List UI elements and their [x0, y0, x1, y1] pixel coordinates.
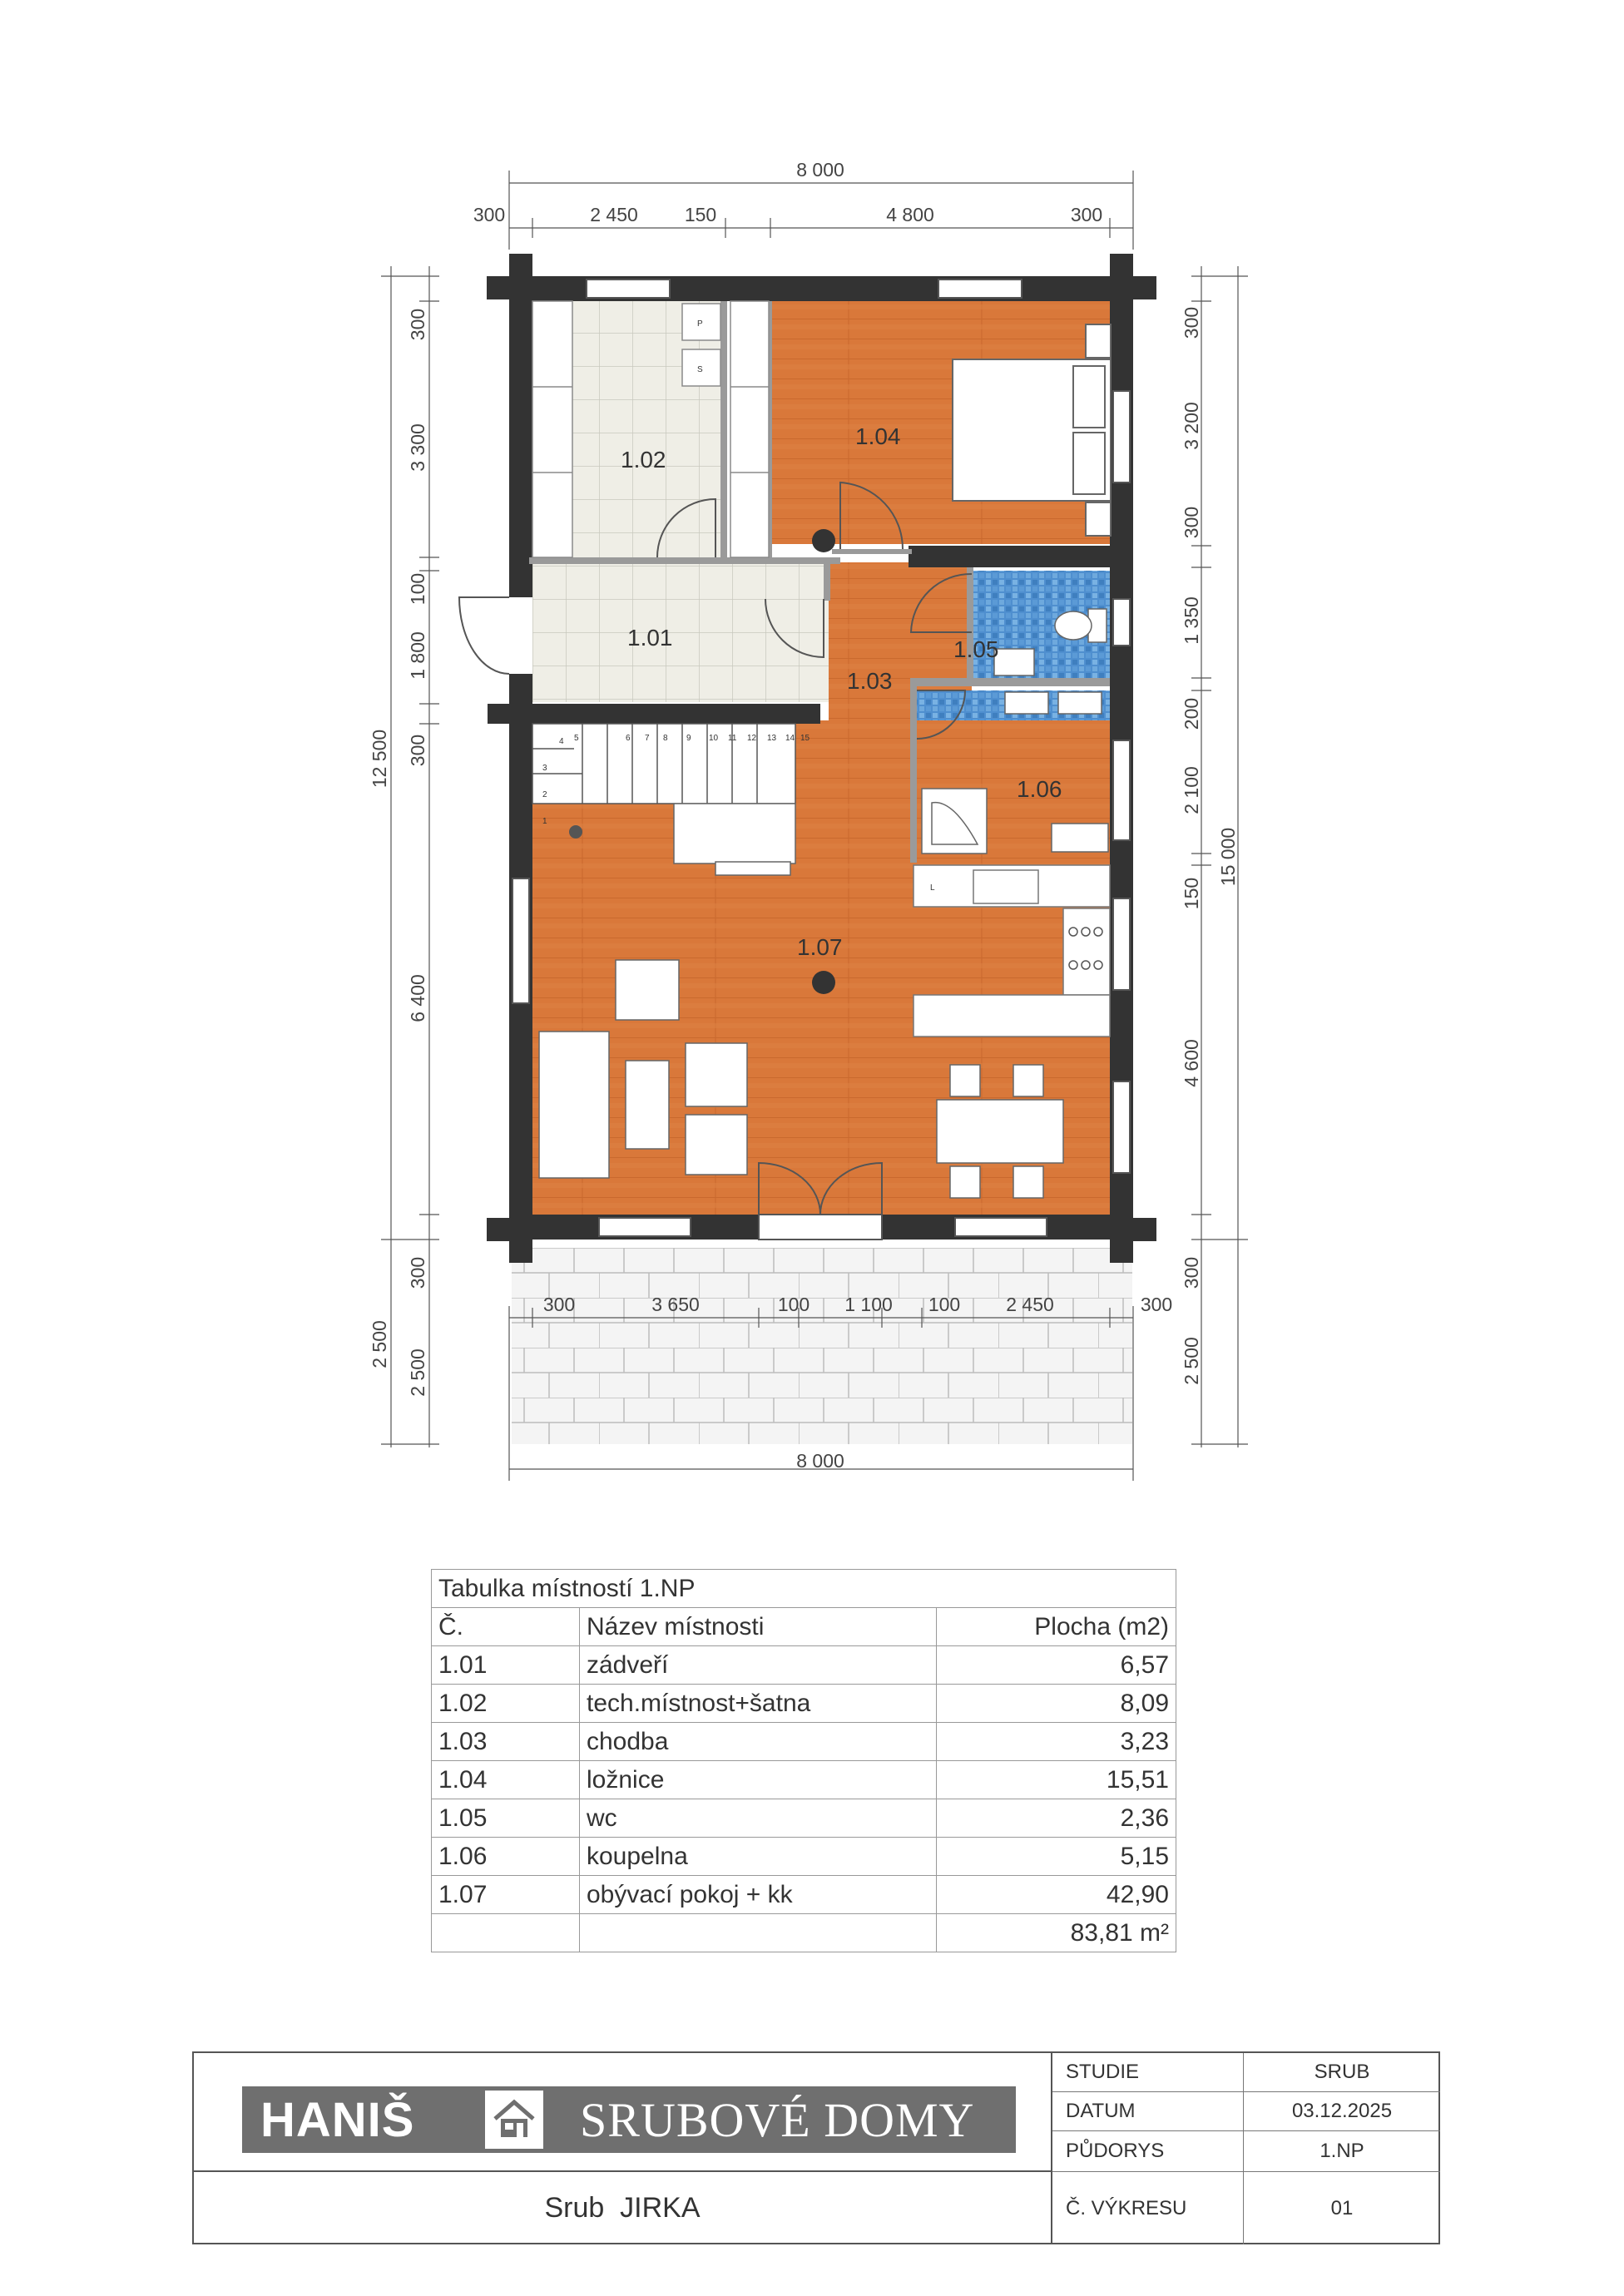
room-area: 8,09 — [937, 1685, 1176, 1723]
svg-text:7: 7 — [645, 734, 650, 743]
room-area: 2,36 — [937, 1799, 1176, 1838]
wc-basin — [994, 649, 1034, 675]
entrance-door — [459, 597, 532, 674]
dim-bottom-4: 1 100 — [844, 1294, 893, 1315]
header-number: Č. — [432, 1608, 580, 1646]
dim-top-3: 150 — [684, 204, 717, 225]
dim-left-5: 300 — [407, 734, 428, 767]
dim-left-8: 2 500 — [407, 1348, 428, 1397]
header-name: Název místnosti — [580, 1608, 937, 1646]
dim-right-5: 200 — [1181, 697, 1202, 730]
table-total-row — [432, 1914, 1176, 1952]
dim-left-7: 300 — [407, 1256, 428, 1289]
dim-right-1: 300 — [1181, 306, 1202, 339]
table-header-row — [432, 1608, 1176, 1646]
dim-top-5: 300 — [1070, 204, 1103, 225]
stair-post — [569, 825, 582, 839]
room-label-1.05: 1.05 — [953, 636, 999, 662]
room-name: wc — [580, 1799, 937, 1838]
svg-text:12: 12 — [747, 734, 757, 743]
total-area: 83,81 m² — [937, 1914, 1176, 1952]
header-area: Plocha (m2) — [937, 1608, 1176, 1646]
svg-text:11: 11 — [728, 734, 737, 743]
room-number: 1.04 — [432, 1761, 580, 1799]
room-label-1.01: 1.01 — [627, 625, 673, 651]
svg-text:14: 14 — [785, 734, 795, 743]
dim-right-total: 15 000 — [1217, 827, 1239, 887]
room-label-1.06: 1.06 — [1017, 776, 1062, 802]
dim-bottom-1: 300 — [542, 1294, 576, 1315]
house-icon — [485, 2091, 543, 2149]
dim-top-2: 2 450 — [590, 204, 638, 225]
dim-left-2: 3 300 — [407, 423, 428, 472]
dim-top-total: 8 000 — [796, 159, 844, 181]
field-key: Č. VÝKRESU — [1052, 2172, 1244, 2244]
svg-text:1: 1 — [542, 817, 547, 826]
dim-bottom-5: 100 — [928, 1294, 961, 1315]
field-key: PŮDORYS — [1052, 2131, 1244, 2171]
room-number: 1.02 — [432, 1685, 580, 1723]
svg-text:4: 4 — [559, 737, 564, 746]
table-row — [432, 1723, 1176, 1761]
terrace-paving — [512, 1248, 1132, 1444]
table-row — [432, 1685, 1176, 1723]
room-name: obývací pokoj + kk — [580, 1876, 937, 1914]
svg-text:2: 2 — [542, 790, 547, 799]
room-number: 1.07 — [432, 1876, 580, 1914]
dim-right-9: 300 — [1181, 1256, 1202, 1289]
dim-right-2: 3 200 — [1181, 402, 1202, 450]
project-title: Srub JIRKA — [544, 2192, 701, 2224]
toilet — [1055, 609, 1107, 642]
dim-bottom-2: 3 650 — [651, 1294, 700, 1315]
table-row — [432, 1761, 1176, 1799]
table-title: Tabulka místností 1.NP — [432, 1570, 1176, 1608]
room-area: 15,51 — [937, 1761, 1176, 1799]
svg-text:8: 8 — [663, 734, 668, 743]
ceiling-light-1.04 — [812, 529, 835, 552]
project-name — [194, 2172, 1052, 2244]
room-name: ložnice — [580, 1761, 937, 1799]
svg-text:10: 10 — [709, 734, 719, 743]
dim-top-1: 300 — [473, 204, 506, 225]
dim-left-3: 100 — [407, 572, 428, 606]
room-label-1.04: 1.04 — [855, 423, 901, 449]
room-number: 1.01 — [432, 1646, 580, 1685]
room-name: chodba — [580, 1723, 937, 1761]
field-studie — [1052, 2053, 1440, 2092]
company-logo — [242, 2086, 1016, 2153]
room-name: koupelna — [580, 1838, 937, 1876]
room-number: 1.05 — [432, 1799, 580, 1838]
dim-right-10: 2 500 — [1181, 1337, 1202, 1385]
svg-text:5: 5 — [574, 734, 579, 743]
dim-bottom-total: 8 000 — [796, 1450, 844, 1472]
dim-left-total: 12 500 — [369, 729, 390, 789]
room-number: 1.03 — [432, 1723, 580, 1761]
dim-right-7: 150 — [1181, 877, 1202, 910]
dim-right-6: 2 100 — [1181, 766, 1202, 814]
unit-mark-p: P — [697, 319, 703, 329]
field-pudorys — [1052, 2131, 1440, 2172]
dim-right-3: 300 — [1181, 506, 1202, 539]
logo-text-left: HANIŠ — [260, 2092, 415, 2147]
field-value: 03.12.2025 — [1291, 2100, 1393, 2122]
unit-mark-l: L — [930, 883, 935, 893]
field-value: 1.NP — [1320, 2140, 1364, 2162]
room-name: zádveří — [580, 1646, 937, 1685]
dim-top-4: 4 800 — [886, 204, 934, 225]
room-name: tech.místnost+šatna — [580, 1685, 937, 1723]
field-key: DATUM — [1052, 2092, 1244, 2130]
svg-text:6: 6 — [626, 734, 631, 743]
dim-bottom-6: 2 450 — [1006, 1294, 1054, 1315]
room-area: 6,57 — [937, 1646, 1176, 1685]
dim-right-8: 4 600 — [1181, 1039, 1202, 1087]
dim-right-4: 1 350 — [1181, 596, 1202, 645]
room-area: 42,90 — [937, 1876, 1176, 1914]
table-row — [432, 1799, 1176, 1838]
room-table — [431, 1569, 1176, 1952]
title-block — [192, 2051, 1440, 2244]
field-value: 01 — [1330, 2196, 1354, 2219]
dim-bottom-3: 100 — [777, 1294, 810, 1315]
room-area: 3,23 — [937, 1723, 1176, 1761]
svg-text:9: 9 — [686, 734, 691, 743]
dim-left-6: 6 400 — [407, 974, 428, 1022]
table-row — [432, 1646, 1176, 1685]
logo-text-right: SRUBOVÉ DOMY — [580, 2092, 975, 2147]
table-row — [432, 1876, 1176, 1914]
room-number: 1.06 — [432, 1838, 580, 1876]
room-area: 5,15 — [937, 1838, 1176, 1876]
field-value: SRUB — [1314, 2061, 1370, 2083]
room-label-1.07: 1.07 — [797, 934, 843, 960]
room-label-1.02: 1.02 — [621, 447, 666, 473]
field-key: STUDIE — [1052, 2053, 1244, 2091]
dim-left-1: 300 — [407, 308, 428, 341]
dim-bottom-7: 300 — [1140, 1294, 1173, 1315]
svg-text:15: 15 — [800, 734, 810, 743]
room-label-1.03: 1.03 — [847, 668, 893, 694]
table-title-row — [432, 1570, 1176, 1608]
field-datum — [1052, 2092, 1440, 2131]
dim-left-4: 1 800 — [407, 631, 428, 680]
svg-text:13: 13 — [767, 734, 777, 743]
logo-cell — [194, 2053, 1052, 2172]
dim-left-terrace: 2 500 — [369, 1320, 390, 1368]
field-vykres — [1052, 2172, 1440, 2244]
floor-1.01 — [532, 562, 829, 702]
table-row — [432, 1838, 1176, 1876]
unit-mark-s: S — [697, 365, 703, 374]
svg-text:3: 3 — [542, 764, 547, 773]
ceiling-light-1.07 — [812, 971, 835, 994]
